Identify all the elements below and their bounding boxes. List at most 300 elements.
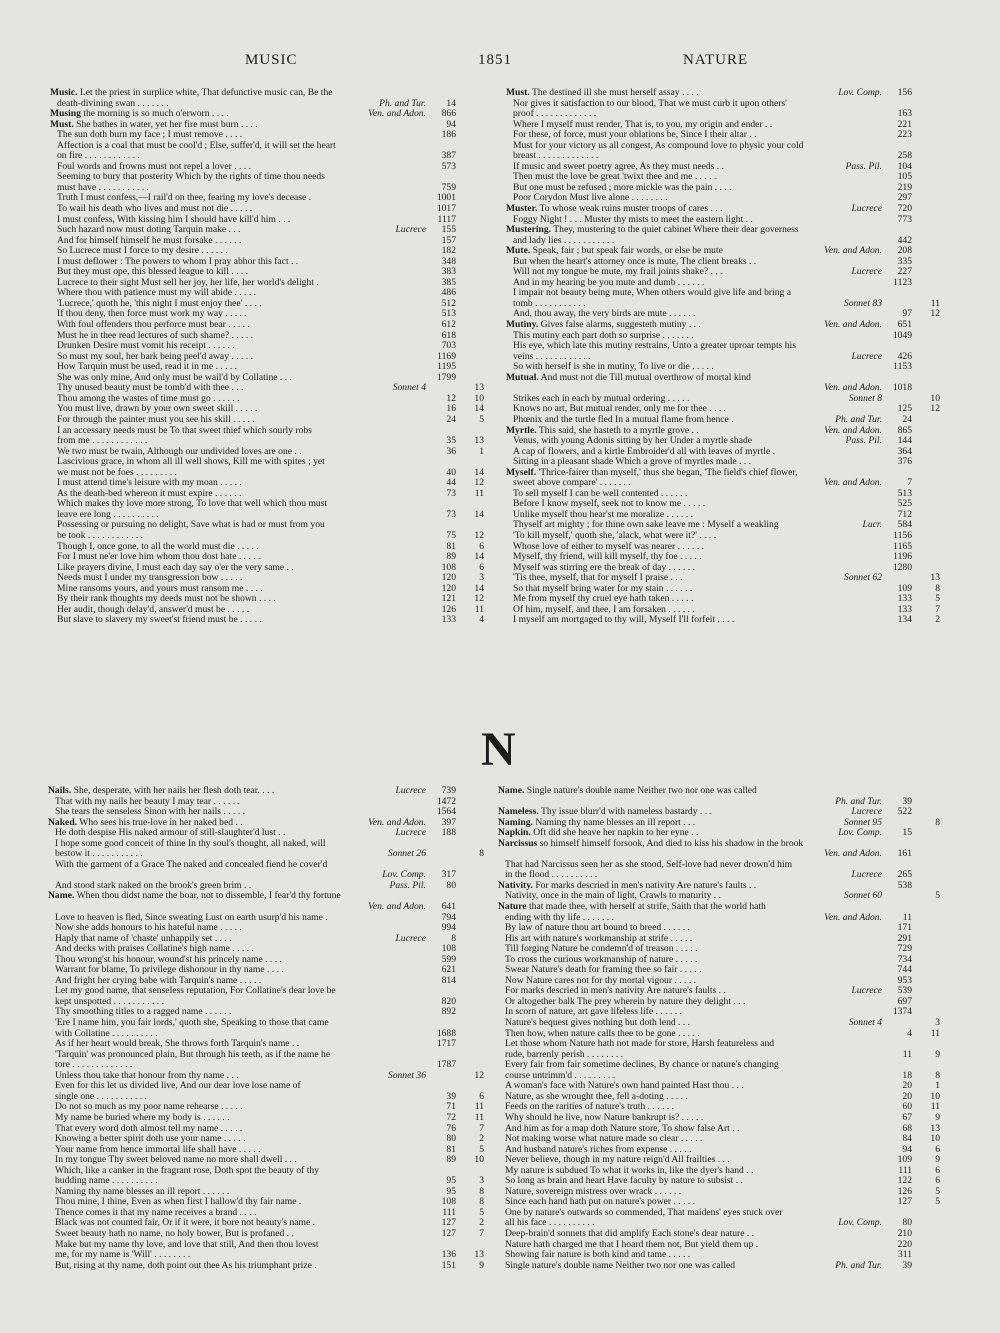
reference-number: 120 xyxy=(441,583,456,594)
line-text xyxy=(505,1007,682,1018)
reference-number: 512 xyxy=(441,298,456,309)
quotation: In scorn of nature, art gave lifeless life . . . . . . xyxy=(505,1007,682,1018)
work-title: Ven. and Adon. xyxy=(824,320,882,331)
line-text xyxy=(505,913,614,924)
reference-number: 744 xyxy=(897,965,912,976)
line-text xyxy=(48,891,341,902)
concordance-line xyxy=(506,278,940,289)
quotation: Strikes each in each by mutual ordering . . . . . xyxy=(513,393,690,404)
headword: Narcissus xyxy=(498,838,538,849)
quotation: we must not be foes . . . . . . . . . xyxy=(57,467,177,478)
line-text xyxy=(55,1208,256,1219)
concordance-line xyxy=(48,849,484,860)
line-text xyxy=(57,605,249,616)
quotation: Nature hath charged me that I hoard them not, But yield them up . xyxy=(505,1239,759,1250)
quotation: I must deflower : The powers to whom I pray abhor this fact . . xyxy=(57,256,299,267)
concordance-line xyxy=(506,352,940,363)
quotation: You must live, drawn by your own sweet skill . . . . . xyxy=(57,404,258,415)
quotation: Unless thou take that honour from thy name . . . xyxy=(55,1070,239,1081)
concordance-line xyxy=(50,236,484,247)
concordance-line xyxy=(48,1071,484,1082)
quotation: To cross the curious workmanship of nature . . . . . xyxy=(505,954,698,965)
reference-number: 16 xyxy=(446,404,456,415)
reference-number: 599 xyxy=(441,954,456,965)
line-text xyxy=(505,1050,623,1061)
concordance-line xyxy=(50,605,484,616)
line-text xyxy=(513,109,596,120)
line-text xyxy=(498,828,698,839)
line-text xyxy=(513,542,704,553)
quotation: the morning is so much o'erworn . . . . xyxy=(83,109,229,120)
line-text xyxy=(505,1250,690,1261)
quotation: Single nature's double name Neither two nor one was called xyxy=(505,1260,736,1271)
concordance-line xyxy=(506,383,940,394)
quotation: Nativity, once in the main of light, Crawls to maturity . . xyxy=(505,891,721,902)
line-text xyxy=(55,913,328,924)
line-text xyxy=(513,162,724,173)
line-text xyxy=(55,1134,246,1145)
headword: Naming. xyxy=(498,817,533,828)
concordance-line xyxy=(48,1039,484,1050)
line-text xyxy=(505,1018,690,1029)
line-number: 12 xyxy=(474,478,484,489)
concordance-line xyxy=(506,447,940,458)
quotation: A cap of flowers, and a kirtle Embroider'd all with leaves of myrtle . xyxy=(513,446,776,457)
work-title: Lov. Comp. xyxy=(838,1218,882,1229)
work-title: Sonnet 60 xyxy=(843,891,882,902)
line-text xyxy=(55,1145,261,1156)
line-number: 7 xyxy=(935,604,940,615)
reference-number: 729 xyxy=(897,944,912,955)
line-number: 11 xyxy=(474,1112,484,1123)
concordance-line xyxy=(506,99,940,110)
quotation: course untrimm'd . . . . . . . . . xyxy=(505,1070,616,1081)
concordance-line xyxy=(506,151,940,162)
concordance-line xyxy=(506,457,940,468)
line-text xyxy=(55,1050,330,1061)
quotation: Phœnix and the turtle fled In a mutual flame from hence . xyxy=(513,414,734,425)
quotation: I an accessary needs must be To that sweet thief which sourly robs xyxy=(57,425,312,436)
quotation: This mutiny each part doth so surprise . . . . . . . xyxy=(513,330,694,341)
reference-number: 208 xyxy=(897,246,912,257)
work-title: Ven. and Adon. xyxy=(368,817,426,828)
quotation: Then must the love be great 'twixt thee and me . . . . . xyxy=(513,172,717,183)
reference-number: 134 xyxy=(897,615,912,626)
quotation: I hope some good conceit of thine In thy soul's thought, all naked, will xyxy=(55,838,326,849)
line-text xyxy=(57,584,263,595)
line-text xyxy=(57,394,240,405)
line-text xyxy=(513,299,586,310)
concordance-line xyxy=(48,944,484,955)
line-number: 2 xyxy=(479,1134,484,1145)
reference-number: 865 xyxy=(897,425,912,436)
quotation: Thou among the wastes of time must go . . . . . . xyxy=(57,393,240,404)
concordance-line xyxy=(48,870,484,881)
line-number: 6 xyxy=(935,1144,940,1155)
quotation: from me . . . . . . . . . . . . xyxy=(57,436,148,447)
reference-number: 126 xyxy=(441,604,456,615)
line-text xyxy=(57,215,290,226)
concordance-line xyxy=(50,499,484,510)
work-title: Ven. and Adon. xyxy=(824,383,882,394)
reference-number: 442 xyxy=(897,235,912,246)
quotation: leave ere long . . . . . . . . . . xyxy=(57,509,159,520)
work-title: Lucrece xyxy=(395,828,426,839)
quotation: She was only mine, And only must be wail'd by Collatine . . . xyxy=(57,372,292,383)
line-text xyxy=(506,426,699,437)
reference-number: 80 xyxy=(446,880,456,891)
line-text xyxy=(55,1197,301,1208)
line-text xyxy=(50,109,229,120)
concordance-line xyxy=(498,923,940,934)
reference-number: 703 xyxy=(441,341,456,352)
line-number: 5 xyxy=(479,1144,484,1155)
quotation: As if her heart would break, She throws forth Tarquin's name . . xyxy=(55,1039,300,1050)
line-text xyxy=(57,225,241,236)
reference-number: 136 xyxy=(441,1250,456,1261)
concordance-line xyxy=(48,1208,484,1219)
work-title: Sonnet 4 xyxy=(848,1018,882,1029)
concordance-line xyxy=(498,1124,940,1135)
concordance-line xyxy=(498,1229,940,1240)
concordance-line xyxy=(48,955,484,966)
work-title: Lov. Comp. xyxy=(382,870,426,881)
line-text xyxy=(513,594,693,605)
line-text xyxy=(506,246,723,257)
quotation: But they must ope, this blessed league to kill . . . . xyxy=(57,267,249,278)
concordance-line xyxy=(50,88,484,99)
line-number: 14 xyxy=(474,552,484,563)
line-text xyxy=(57,130,242,141)
line-text xyxy=(506,225,799,236)
concordance-line xyxy=(48,786,484,797)
concordance-line xyxy=(50,193,484,204)
line-text xyxy=(513,573,683,584)
reference-number: 739 xyxy=(441,786,456,796)
line-text xyxy=(57,172,325,183)
work-title: Ph. and Tur. xyxy=(835,414,882,425)
quotation: I impair not beauty being mute, When others would give life and bring a xyxy=(513,288,791,299)
line-text xyxy=(505,1187,681,1198)
reference-number: 1787 xyxy=(436,1060,456,1071)
concordance-line xyxy=(506,309,940,320)
quotation: Feeds on the rarities of nature's truth . . . . . . xyxy=(505,1102,675,1113)
concordance-line xyxy=(50,99,484,110)
line-text xyxy=(55,955,282,966)
quotation: kept unspotted . . . . . . . . . . . xyxy=(55,996,164,1007)
line-text xyxy=(513,489,687,500)
concordance-line xyxy=(498,1113,940,1124)
line-number: 8 xyxy=(479,1186,484,1197)
line-text xyxy=(57,436,147,447)
concordance-line xyxy=(506,141,940,152)
concordance-line xyxy=(498,1145,940,1156)
concordance-line xyxy=(50,331,484,342)
reference-number: 18 xyxy=(902,1070,912,1081)
line-number: 11 xyxy=(474,1102,484,1113)
line-text xyxy=(505,860,792,871)
concordance-line xyxy=(50,510,484,521)
line-text xyxy=(57,594,276,605)
concordance-line xyxy=(50,109,484,120)
concordance-line xyxy=(50,426,484,437)
line-text xyxy=(57,331,253,342)
quotation: Nor gives it satisfaction to our blood, That we must curb it upon others' xyxy=(513,98,787,109)
quotation: sweet above compare' . . . . . . . xyxy=(513,478,631,489)
quotation: Till forging Nature be condemn'd of treason . . . . . xyxy=(505,944,698,955)
quotation: For through the painter must you see his skill . . . . . xyxy=(57,414,255,425)
line-text xyxy=(55,923,242,934)
quotation: How Tarquin must be used, read it in me . . . . . xyxy=(57,362,238,373)
reference-number: 1018 xyxy=(892,383,912,394)
work-title: Lucrece xyxy=(395,225,426,236)
concordance-line xyxy=(506,215,940,226)
line-text xyxy=(55,1187,229,1198)
reference-number: 317 xyxy=(441,870,456,881)
line-number: 5 xyxy=(935,1197,940,1208)
line-text xyxy=(55,1071,239,1082)
line-text xyxy=(57,489,241,500)
concordance-line xyxy=(498,1081,940,1092)
quotation: Foul words and frowns must not repel a lover . . . . xyxy=(57,161,251,172)
reference-number: 105 xyxy=(897,172,912,183)
concordance-line xyxy=(506,130,940,141)
reference-number: 335 xyxy=(897,256,912,267)
quotation: 'Thrice-fairer than myself,' thus she began, 'The field's chief flower, xyxy=(538,467,798,478)
quotation: Such hazard now must doting Tarquin make . . . xyxy=(57,225,241,236)
line-text xyxy=(55,881,251,892)
headword: Muster. xyxy=(506,204,538,215)
concordance-line xyxy=(506,478,940,489)
reference-number: 866 xyxy=(441,109,456,120)
quotation: ending with thy life . . . . . . . xyxy=(505,912,614,923)
concordance-line xyxy=(50,447,484,458)
line-text xyxy=(513,352,591,363)
quotation: Her audit, though delay'd, answer'd must be . . . . . xyxy=(57,604,250,615)
reference-number: 133 xyxy=(897,594,912,605)
headword: Nails. xyxy=(48,786,72,796)
reference-number: 155 xyxy=(441,225,456,236)
reference-number: 75 xyxy=(446,530,456,541)
quotation: Like prayers divine, I must each day say o'er the very same . . xyxy=(57,562,294,573)
line-text xyxy=(57,499,327,510)
reference-number: 108 xyxy=(441,562,456,573)
concordance-line xyxy=(506,594,940,605)
reference-number: 1374 xyxy=(892,1007,912,1018)
concordance-line xyxy=(506,109,940,120)
reference-number: 111 xyxy=(442,1207,456,1218)
reference-number: 221 xyxy=(897,119,912,130)
line-text xyxy=(57,573,242,584)
concordance-line xyxy=(48,1197,484,1208)
line-text xyxy=(513,120,772,131)
concordance-line xyxy=(48,1060,484,1071)
quotation: They, mustering to the quiet cabinet Where their dear governess xyxy=(553,225,799,236)
concordance-line xyxy=(48,1124,484,1135)
line-text xyxy=(57,141,336,152)
concordance-line xyxy=(506,489,940,500)
line-text xyxy=(506,320,701,331)
concordance-line xyxy=(48,1134,484,1145)
line-number: 14 xyxy=(474,583,484,594)
headword: Mutiny. xyxy=(506,320,539,331)
line-text xyxy=(513,552,702,563)
line-text xyxy=(55,1092,147,1103)
quotation: So with herself is she in mutiny, To live or die . . . . . xyxy=(513,362,714,373)
quotation: Must he in thee read lectures of such shame? . . . . . xyxy=(57,330,254,341)
quotation: Gives false alarms, suggesteth mutiny . . . xyxy=(540,320,701,331)
concordance-line xyxy=(48,1218,484,1229)
concordance-line xyxy=(50,563,484,574)
concordance-line xyxy=(506,162,940,173)
reference-number: 94 xyxy=(902,1144,912,1155)
line-number: 6 xyxy=(479,541,484,552)
line-text xyxy=(513,362,714,373)
concordance-line xyxy=(48,902,484,913)
quotation: Single nature's double name Neither two nor one was called xyxy=(526,786,757,796)
quotation: Now Nature cares not for thy mortal vigour . . . . . xyxy=(505,975,697,986)
quotation: I must confess, With kissing him I should have kill'd him . . . xyxy=(57,214,291,225)
reference-number: 36 xyxy=(446,446,456,457)
work-title: Pass. Pil. xyxy=(389,880,426,891)
reference-number: 125 xyxy=(897,404,912,415)
reference-number: 1049 xyxy=(892,330,912,341)
reference-number: 573 xyxy=(441,161,456,172)
line-text xyxy=(55,797,240,808)
concordance-line xyxy=(506,394,940,405)
quotation: For marks descried in men's nativity Are nature's faults . . xyxy=(505,986,726,997)
line-text xyxy=(505,934,692,945)
line-number: 5 xyxy=(935,1186,940,1197)
quotation: Warrant for blame, To privilege dishonour in thy name . . . . xyxy=(55,965,284,976)
concordance-line xyxy=(498,807,940,818)
concordance-line xyxy=(48,828,484,839)
reference-number: 144 xyxy=(897,436,912,447)
reference-number: 8 xyxy=(451,933,456,944)
line-number: 10 xyxy=(930,1091,940,1102)
concordance-line xyxy=(498,1092,940,1103)
reference-number: 161 xyxy=(897,849,912,860)
reference-number: 24 xyxy=(902,414,912,425)
quotation: Do not so much as my poor name rehearse . . . . . xyxy=(55,1102,243,1113)
line-number: 3 xyxy=(479,573,484,584)
headword: Myrtle. xyxy=(506,425,537,436)
line-text xyxy=(505,997,745,1008)
line-number: 12 xyxy=(474,1070,484,1081)
line-text xyxy=(505,1113,703,1124)
reference-number: 1717 xyxy=(436,1039,456,1050)
reference-number: 95 xyxy=(446,1186,456,1197)
quotation: And stood stark naked on the brook's green brim . . xyxy=(55,880,252,891)
reference-number: 120 xyxy=(441,573,456,584)
line-text xyxy=(57,426,312,437)
reference-number: 133 xyxy=(441,615,456,626)
work-title: Lucrece xyxy=(851,267,882,278)
work-title: Pass. Pil. xyxy=(845,161,882,172)
quotation: As the death-bed whereon it must expire . . . . . . xyxy=(57,488,242,499)
reference-number: 513 xyxy=(441,309,456,320)
reference-number: 109 xyxy=(897,1155,912,1166)
concordance-line xyxy=(50,341,484,352)
line-text xyxy=(55,944,254,955)
reference-number: 759 xyxy=(441,182,456,193)
concordance-line xyxy=(48,1155,484,1166)
quotation: Truth I must confess,—I rail'd on thee, fearing my love's decease . xyxy=(57,193,312,204)
line-text xyxy=(505,1060,779,1071)
quotation: So Lucrece must I force to my desire . . . . . . xyxy=(57,246,228,257)
quotation: He doth despise His naked armour of still-slaughter'd lust . . xyxy=(55,828,286,839)
line-text xyxy=(55,1039,299,1050)
reference-number: 20 xyxy=(902,1091,912,1102)
concordance-line xyxy=(50,120,484,131)
concordance-line xyxy=(506,426,940,437)
concordance-line xyxy=(498,818,940,829)
line-text xyxy=(498,902,766,913)
line-number: 3 xyxy=(935,1018,940,1029)
quotation: Nature, as she wrought thee, fell a-doting . . . . . xyxy=(505,1091,688,1102)
quotation: In my tongue Thy sweet beloved name no more shall dwell . . . xyxy=(55,1155,297,1166)
line-text xyxy=(57,257,298,268)
reference-number: 1123 xyxy=(893,277,912,288)
reference-number: 122 xyxy=(897,1176,912,1187)
quotation: She, desperate, with her nails her flesh doth tear. . . . xyxy=(73,786,275,796)
quotation: By their rank thoughts my deeds must not be shown . . . . xyxy=(57,594,276,605)
concordance-line xyxy=(50,183,484,194)
reference-number: 651 xyxy=(897,320,912,331)
concordance-line xyxy=(50,531,484,542)
quotation: The destined ill she must herself assay . . . . xyxy=(531,88,699,98)
line-text xyxy=(57,404,257,415)
headword: Must. xyxy=(506,88,530,98)
line-text xyxy=(48,818,243,829)
line-number: 10 xyxy=(474,393,484,404)
reference-number: 348 xyxy=(441,256,456,267)
line-number: 2 xyxy=(479,1218,484,1229)
headword: Music. xyxy=(50,88,78,98)
line-text xyxy=(55,1113,230,1124)
quotation: Since each hand hath put on nature's power . . . . . xyxy=(505,1197,696,1208)
reference-number: 20 xyxy=(902,1081,912,1092)
line-number: 3 xyxy=(479,1176,484,1187)
concordance-line xyxy=(498,1039,940,1050)
concordance-line xyxy=(50,352,484,363)
line-text xyxy=(498,818,695,829)
concordance-line xyxy=(48,797,484,808)
line-text xyxy=(505,1102,674,1113)
line-text xyxy=(498,807,712,818)
line-number: 9 xyxy=(935,1155,940,1166)
work-title: Lucrece xyxy=(851,986,882,997)
quotation: Swear Nature's death for framing thee so fair . . . . . xyxy=(505,965,702,976)
line-text xyxy=(55,1261,317,1272)
reference-number: 539 xyxy=(897,986,912,997)
line-text xyxy=(55,976,261,987)
concordance-line xyxy=(506,362,940,373)
concordance-line xyxy=(506,499,940,510)
quotation: She bathes in water, yet her fire must burn . . . . xyxy=(76,119,258,130)
concordance-line xyxy=(50,130,484,141)
concordance-line xyxy=(50,436,484,447)
quotation: To whose weak ruins muster troops of cares . . . xyxy=(539,204,723,215)
headword: Nature xyxy=(498,902,527,913)
line-text xyxy=(513,151,598,162)
quotation: be took . . . . . . . . . . . . xyxy=(57,530,144,541)
line-text xyxy=(505,1155,730,1166)
quotation: And him as for a map doth Nature store, To show false Art . . xyxy=(505,1123,740,1134)
quotation: For marks descried in men's nativity Are nature's faults . . xyxy=(535,880,757,891)
line-text xyxy=(505,1092,688,1103)
quotation: But when the heart's attorney once is mute, The client breaks . . xyxy=(513,256,757,267)
